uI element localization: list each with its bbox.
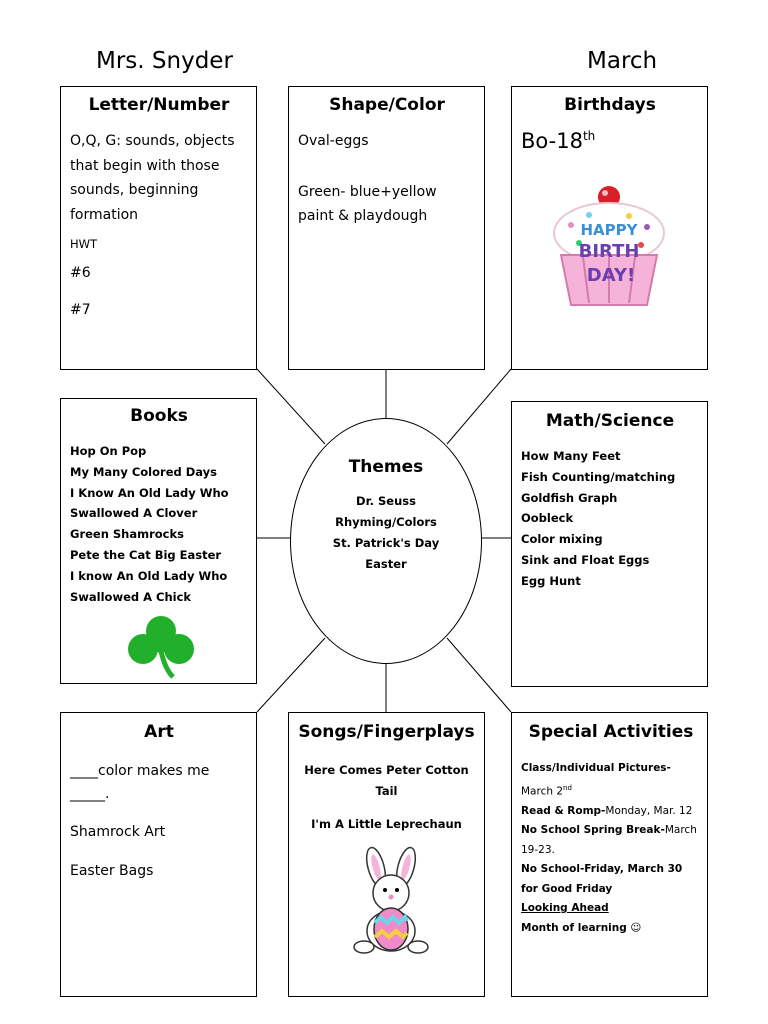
special-pictures-sup: nd — [563, 783, 572, 792]
books-box — [60, 398, 257, 684]
special-spring-break — [521, 821, 701, 860]
special-spring-date: March 19-23. — [521, 824, 697, 856]
list-item: Dr. Seuss — [356, 494, 416, 508]
special-looking-ahead: Looking Ahead — [521, 902, 609, 914]
list-item: Easter — [365, 557, 407, 571]
teacher-name: Mrs. Snyder — [96, 48, 233, 74]
cupcake-text-happy: HAPPY — [580, 221, 638, 239]
list-item: Hop On Pop — [70, 444, 147, 458]
list-item: How Many Feet — [521, 449, 621, 463]
special-romp-label: Read & Romp- — [521, 804, 606, 817]
song-peter-cotton-tail: Here Comes Peter Cotton Tail — [304, 763, 469, 798]
list-item: My Many Colored Days — [70, 464, 218, 479]
math-science-list — [521, 446, 699, 592]
list-item: St. Patrick's Day — [332, 536, 440, 550]
art-color-line: ____color makes me — [70, 763, 210, 779]
shape-color-oval: Oval-eggs — [298, 133, 369, 149]
special-month-of-learning: Month of learning ☺ — [521, 921, 642, 934]
special-pictures-label: Class/Individual Pictures- — [521, 762, 671, 774]
letter-number-hwt: HWT — [70, 237, 98, 251]
songs-box — [288, 712, 485, 997]
shamrock-icon — [121, 613, 201, 683]
song-leprechaun: I'm A Little Leprechaun — [311, 816, 462, 831]
shape-color-green: Green- blue+yellow paint & playdough — [298, 183, 437, 224]
math-science-title: Math/Science — [545, 411, 675, 431]
letter-number-item-6: #6 — [70, 265, 91, 281]
list-item: I know An Old Lady Who Swallowed A Chick — [70, 568, 228, 604]
themes-list — [291, 491, 481, 575]
list-item: Sink and Float Eggs — [521, 552, 650, 567]
shape-color-box — [288, 86, 485, 370]
birthday-suffix: th — [582, 129, 596, 143]
list-item: Green Shamrocks — [70, 527, 184, 542]
birthdays-box — [511, 86, 708, 370]
cupcake-text-day: DAY! — [586, 265, 636, 286]
list-item: Rhyming/Colors — [335, 515, 437, 529]
list-item: Pete the Cat Big Easter — [70, 547, 222, 562]
list-item: Oobleck — [521, 511, 574, 526]
math-science-box — [511, 401, 708, 687]
themes-title: Themes — [348, 457, 424, 477]
letter-number-item-7: #7 — [70, 301, 91, 318]
letter-number-box — [60, 86, 257, 370]
special-good-friday: No School-Friday, March 30 for Good Friday — [521, 863, 683, 895]
special-activities-title: Special Activities — [528, 722, 694, 742]
shape-color-title: Shape/Color — [329, 95, 445, 115]
art-color-blank: _____. — [70, 786, 110, 802]
special-pictures — [521, 759, 701, 802]
art-box — [60, 712, 257, 997]
cupcake-text-birth: BIRTH — [578, 241, 640, 262]
letter-number-title: Letter/Number — [88, 95, 230, 115]
books-title: Books — [130, 406, 188, 426]
books-list — [70, 441, 248, 607]
special-read-romp — [521, 802, 701, 822]
list-item: Goldfish Graph — [521, 490, 618, 505]
songs-title: Songs/Fingerplays — [298, 722, 475, 742]
themes-oval — [290, 418, 482, 664]
art-easter-bags: Easter Bags — [70, 862, 154, 879]
list-item: Egg Hunt — [521, 573, 581, 588]
list-item: Color mixing — [521, 532, 603, 547]
birthday-name: Bo-18 — [521, 129, 583, 153]
special-romp-date: Monday, Mar. 12 — [605, 804, 693, 817]
birthday-entry — [521, 129, 699, 153]
letter-number-description: O,Q, G: sounds, objects that begin with those sounds, beginning formation — [70, 133, 235, 223]
special-activities-box — [511, 712, 708, 997]
list-item: I Know An Old Lady Who Swallowed A Clover — [70, 485, 229, 521]
birthday-cupcake-icon — [549, 183, 669, 313]
easter-bunny-icon — [336, 845, 446, 955]
special-spring-label: No School Spring Break- — [521, 824, 665, 836]
art-shamrock: Shamrock Art — [70, 824, 166, 840]
special-activities-list — [521, 759, 701, 938]
birthdays-title: Birthdays — [564, 95, 656, 115]
month-title: March — [587, 48, 658, 74]
art-title: Art — [144, 722, 174, 742]
list-item: Fish Counting/matching — [521, 469, 676, 484]
special-pictures-date: March 2 — [521, 785, 564, 797]
